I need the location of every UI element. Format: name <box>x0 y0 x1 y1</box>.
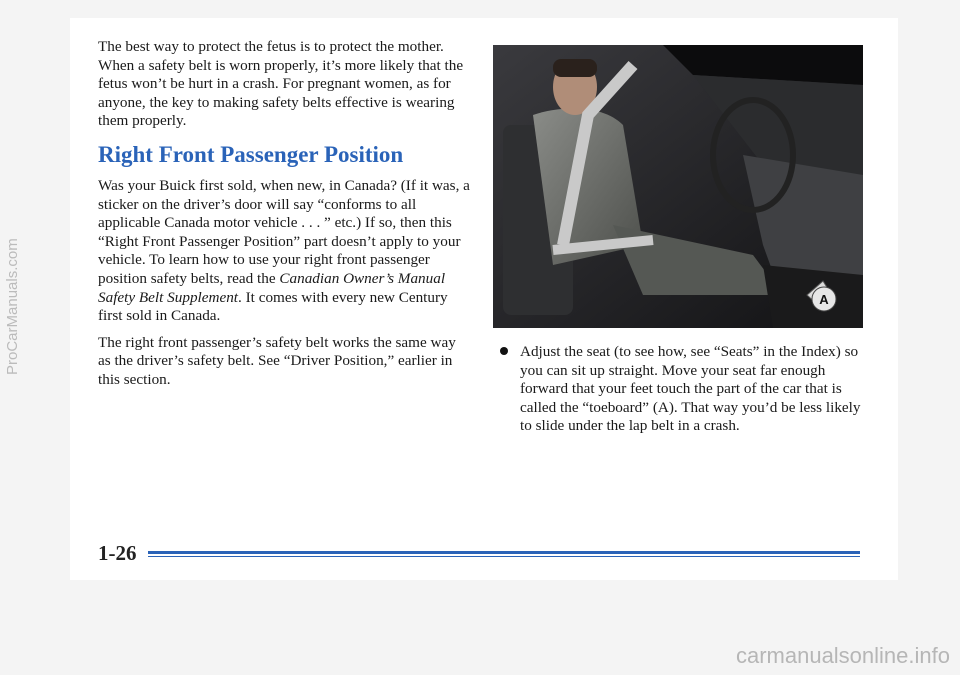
canada-paragraph-part2: . It comes with every new Century first sold in Canada. <box>98 288 448 325</box>
canada-paragraph <box>98 177 470 326</box>
section-heading: Right Front Passenger Position <box>98 141 404 167</box>
left-column <box>98 38 470 398</box>
footer-rule <box>148 551 860 554</box>
supplement-title: Canadian Owner’s Manual Safety Belt Supplement <box>98 269 446 306</box>
bullet-icon <box>500 347 508 355</box>
vertical-watermark: ProCarManuals.com <box>4 238 21 375</box>
same-way-paragraph: The right front passenger’s safety belt works the same way as the driver’s safety belt. See “Driver Position,” earlier in this section. <box>98 333 456 388</box>
bullet-text: Adjust the seat (to see how, see “Seats” in the Index) so you can sit up straight. Move your seat far enough forward that your feet touch the part of the car that is called the “toeboard” (A). That way you’d be less likely to slide under the lap belt in a crash. <box>520 343 861 435</box>
bottom-watermark: carmanualsonline.info <box>735 643 950 668</box>
footer-rule-thin <box>148 556 860 557</box>
canada-paragraph-part1: Was your Buick first sold, when new, in Canada? (If it was, a sticker on the driver’s door will say “conforms to all applicable Canada motor vehicle . . . ” etc.) If so, then this “Right Front Passenger Position” part doesn’t apply to your vehicle. To learn how to use your right front passenger position safety belts, read the <box>98 176 470 287</box>
intro-paragraph: The best way to protect the fetus is to protect the mother. When a safety belt is worn properly, it’s more likely that the fetus won’t be hurt in a crash. For pregnant women, as for anyone, the key to making safety belts effective is wearing them properly. <box>98 38 464 130</box>
callout-label: A <box>819 292 829 307</box>
manual-page <box>70 18 898 580</box>
passenger-illustration <box>493 45 863 328</box>
seat-adjust-bullet <box>498 343 870 436</box>
passenger-photo <box>493 45 863 328</box>
page-number: 1-26 <box>98 541 137 565</box>
